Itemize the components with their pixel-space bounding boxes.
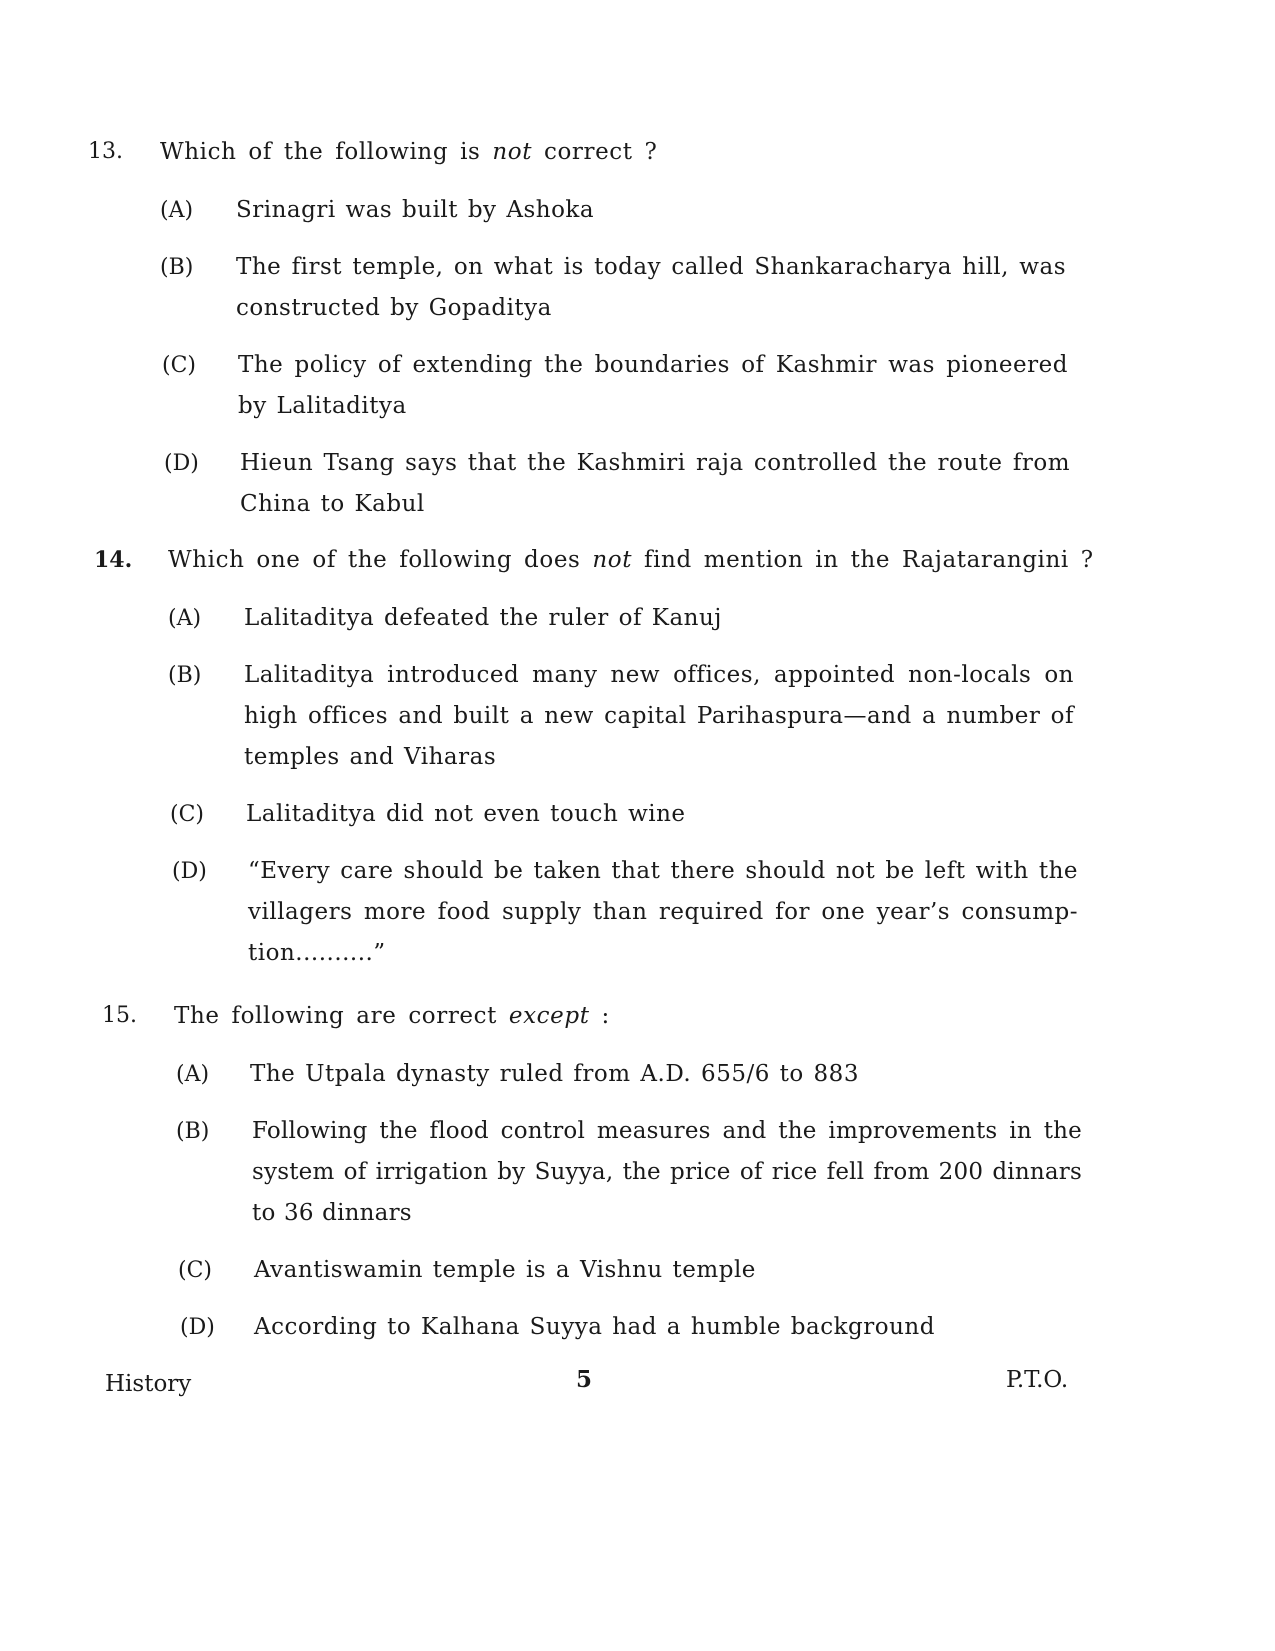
option-c [0, 345, 1275, 427]
option-label: (D) [180, 1315, 215, 1340]
option-label: (B) [160, 255, 194, 280]
question-15 [0, 996, 1275, 1364]
question-text: Which one of the following does not find mention in the Rajatarangini ? [168, 547, 1094, 573]
option-label: (C) [162, 353, 196, 378]
option-label: (A) [176, 1062, 210, 1087]
option-text: “Every care should be taken that there should not be left with the villagers more food supply than required for one year’s consump-tion..........” [248, 858, 1078, 966]
option-a [0, 598, 1275, 639]
option-b [0, 1111, 1275, 1234]
option-label: (C) [170, 802, 204, 827]
question-text: Which of the following is not correct ? [160, 139, 658, 165]
option-d [0, 443, 1275, 525]
question-text: The following are correct except : [174, 1003, 610, 1029]
question-stem [0, 540, 1275, 580]
option-text: Hieun Tsang says that the Kashmiri raja controlled the route from China to Kabul [240, 450, 1070, 517]
option-label: (A) [160, 198, 194, 223]
subject-label: History [105, 1371, 192, 1397]
option-c [0, 794, 1275, 835]
question-14 [0, 540, 1275, 990]
option-a [0, 1054, 1275, 1095]
option-text: Srinagri was built by Ashoka [236, 197, 595, 223]
page-number: 5 [576, 1366, 593, 1393]
options-list [0, 598, 1275, 974]
option-label: (B) [168, 663, 202, 688]
option-text: Lalitaditya did not even touch wine [246, 801, 686, 827]
option-b [0, 247, 1275, 329]
option-text: The Utpala dynasty ruled from A.D. 655/6 to 883 [250, 1061, 859, 1087]
options-list [0, 1054, 1275, 1348]
question-number: 13. [88, 139, 123, 164]
question-number: 15. [102, 1003, 137, 1028]
option-label: (C) [178, 1258, 212, 1283]
option-label: (A) [168, 606, 202, 631]
option-d [0, 851, 1275, 974]
emphasis-word: not [492, 139, 533, 165]
option-text: The policy of extending the boundaries of Kashmir was pioneered by Lalitaditya [238, 352, 1068, 419]
page-footer [0, 1362, 1275, 1412]
option-text: The first temple, on what is today called Shankaracharya hill, was constructed by Gopaditya [236, 254, 1066, 321]
option-label: (D) [164, 451, 199, 476]
emphasis-word: except [508, 1003, 590, 1029]
pto-label: P.T.O. [1006, 1367, 1069, 1393]
option-c [0, 1250, 1275, 1291]
option-d [0, 1307, 1275, 1348]
option-label: (D) [172, 859, 207, 884]
option-a [0, 190, 1275, 231]
options-list [0, 190, 1275, 525]
option-text: Following the flood control measures and the improvements in the system of irrigation by Suyya, the price of rice fell from 200 dinnars to 36 dinnars [252, 1118, 1082, 1226]
option-b [0, 655, 1275, 778]
question-stem [88, 132, 1275, 172]
question-13 [0, 132, 1275, 541]
option-text: According to Kalhana Suyya had a humble background [254, 1314, 935, 1340]
question-stem [0, 996, 1275, 1036]
question-number: 14. [94, 547, 133, 573]
option-text: Lalitaditya introduced many new offices, appointed non-locals on high offices and built a new capital Parihaspura—and a number of temples and Viharas [244, 662, 1074, 770]
option-text: Lalitaditya defeated the ruler of Kanuj [244, 605, 722, 631]
emphasis-word: not [592, 547, 633, 573]
option-text: Avantiswamin temple is a Vishnu temple [254, 1257, 756, 1283]
option-label: (B) [176, 1119, 210, 1144]
